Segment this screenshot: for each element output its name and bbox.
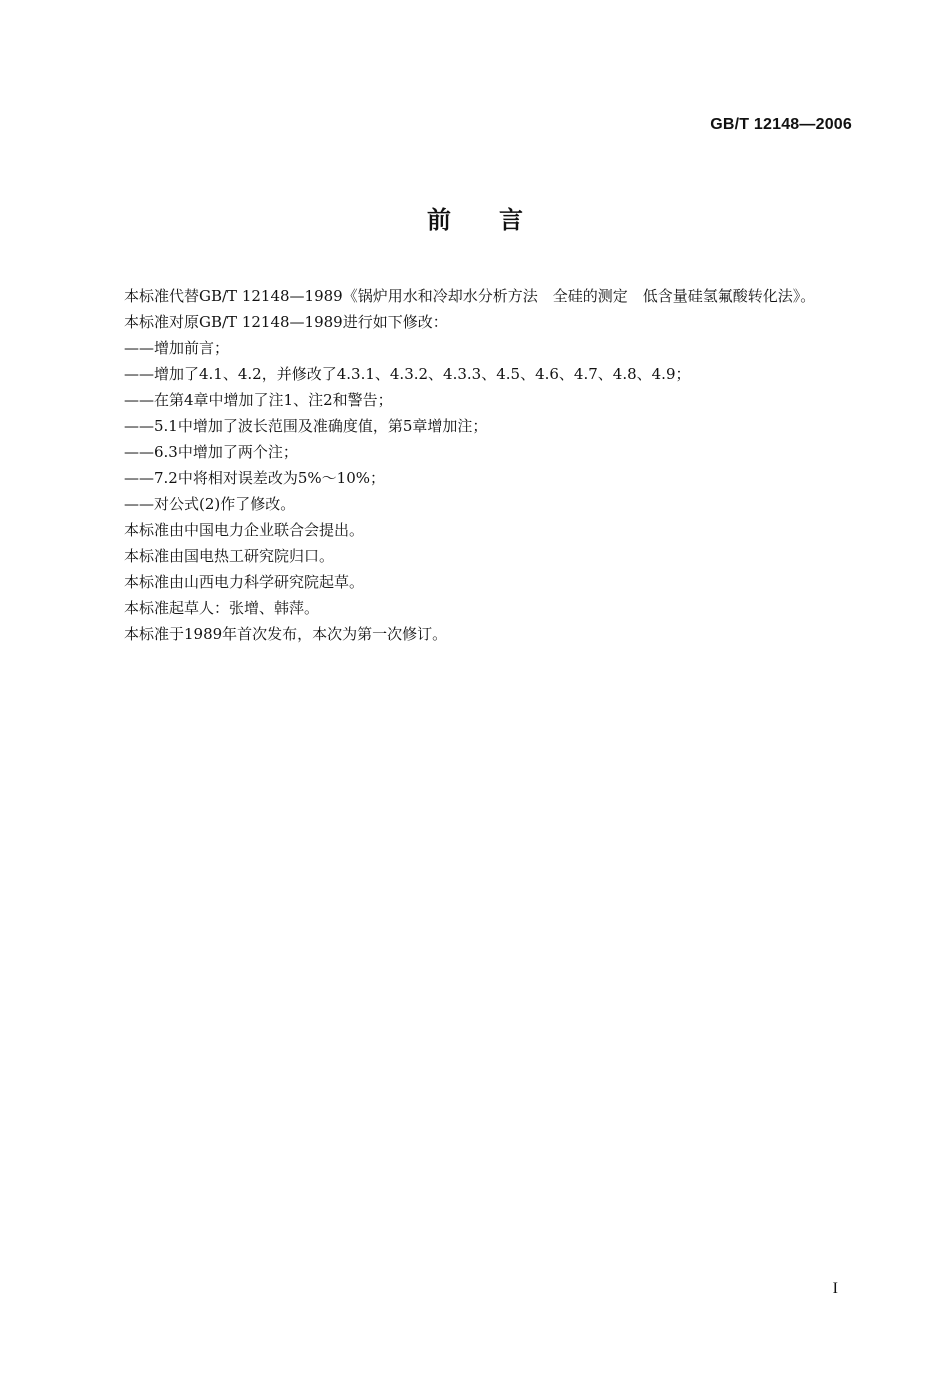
- foreword-body: [90, 283, 852, 647]
- change-item: ——5.1中增加了波长范围及准确度值，第5章增加注；: [124, 417, 488, 435]
- change-item: ——在第4章中增加了注1、注2和警告；: [124, 391, 393, 409]
- change-item: ——7.2中将相对误差改为5%～10%；: [124, 469, 385, 487]
- page-number: I: [832, 1280, 838, 1297]
- paragraph-drafters: 本标准起草人：张增、韩萍。: [124, 599, 320, 617]
- change-item: ——对公式(2)作了修改。: [124, 495, 296, 513]
- page-title: 前言: [427, 206, 571, 234]
- paragraph-replaces: 本标准代替GB/T 12148—1989《锅炉用水和冷却水分析方法 全硅的测定 低含量硅氢氟酸转化法》。: [124, 287, 816, 305]
- paragraph-proposer: 本标准由中国电力企业联合会提出。: [124, 521, 365, 539]
- paragraph-drafted-by: 本标准由山西电力科学研究院起草。: [124, 573, 365, 591]
- paragraph-centralized: 本标准由国电热工研究院归口。: [124, 547, 335, 565]
- paragraph-modifications-intro: 本标准对原GB/T 12148—1989进行如下修改：: [124, 313, 448, 331]
- change-item: ——增加了4.1、4.2，并修改了4.3.1、4.3.2、4.3.3、4.5、4.6、4.7、4.8、4.9；: [124, 365, 691, 383]
- standard-number: GB/T 12148—2006: [710, 116, 852, 133]
- change-item: ——6.3中增加了两个注；: [124, 443, 298, 461]
- change-item: ——增加前言；: [124, 339, 230, 357]
- paragraph-history: 本标准于1989年首次发布，本次为第一次修订。: [124, 625, 448, 643]
